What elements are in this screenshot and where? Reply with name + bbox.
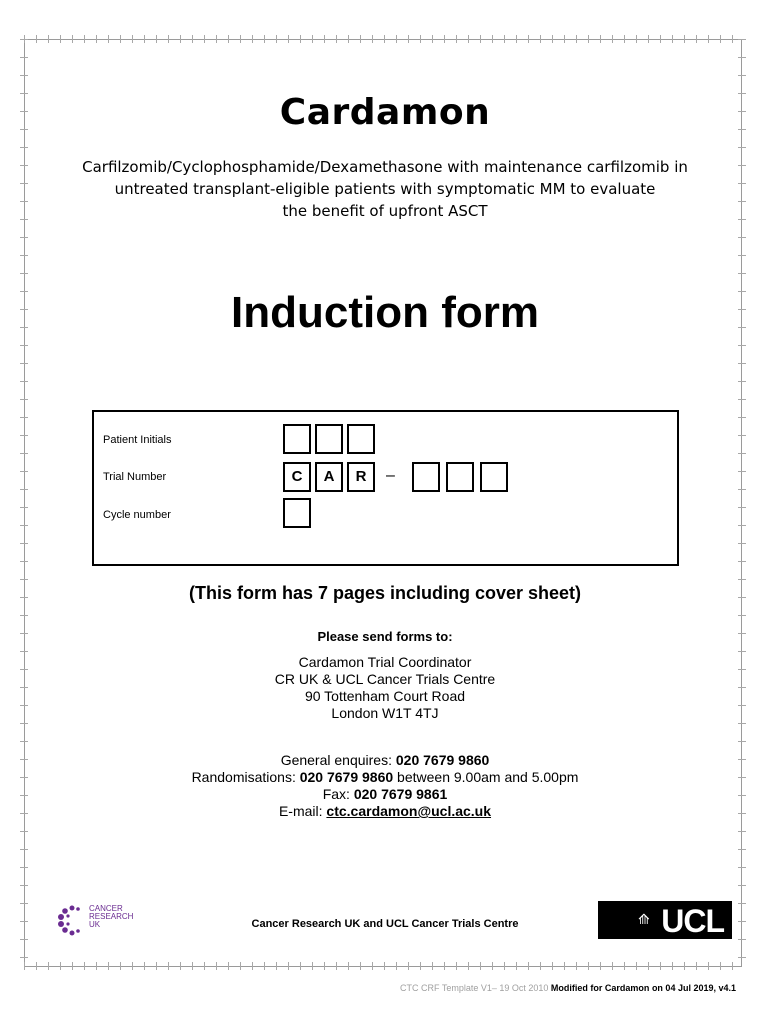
patient-initial-cell-2[interactable] — [315, 424, 343, 454]
template-trial-name: Cardamon — [604, 983, 650, 993]
trial-number-cell-2[interactable] — [446, 462, 474, 492]
trial-number-label: Trial Number — [103, 471, 167, 483]
template-version: CTC CRF Template V1– 19 Oct 2010 — [400, 983, 551, 993]
randomisations-phone: 020 7679 9860 — [299, 769, 394, 785]
randomisations — [0, 769, 770, 786]
trial-number-cell-3[interactable] — [480, 462, 508, 492]
form-title: Induction form — [231, 288, 539, 337]
cruk-logo-word: UK — [89, 920, 101, 929]
randomisations-hours: between 9.00am and 5.00pm — [393, 769, 579, 785]
ucl-logo — [598, 901, 732, 939]
trial-description-line: untreated transplant-eligible patients with symptomatic MM to evaluate — [114, 180, 656, 198]
email — [0, 803, 770, 820]
trial-description — [70, 156, 700, 222]
footer-organisation: Cancer Research UK and UCL Cancer Trials Centre — [251, 918, 519, 930]
fax-label: Fax: — [322, 786, 354, 802]
trial-description-line: the benefit of upfront ASCT — [282, 202, 488, 220]
general-enquiries-label: General enquires: — [280, 752, 396, 768]
general-enquiries-phone: 020 7679 9860 — [395, 752, 490, 768]
cruk-logo-word: CANCER — [89, 904, 123, 913]
bottom-ruler — [24, 962, 742, 970]
trial-prefix-cell-a: A — [315, 462, 343, 492]
patient-initial-cell-3[interactable] — [347, 424, 375, 454]
address-line: CR UK & UCL Cancer Trials Centre — [274, 671, 496, 687]
address-line: 90 Tottenham Court Road — [304, 688, 466, 704]
general-enquiries — [0, 752, 770, 769]
email-link[interactable]: ctc.cardamon@ucl.ac.uk — [326, 803, 492, 819]
cycle-number-label: Cycle number — [103, 509, 171, 521]
address-line: London W1T 4TJ — [331, 705, 439, 721]
trial-number-cell-1[interactable] — [412, 462, 440, 492]
trial-prefix-cell-r: R — [347, 462, 375, 492]
cruk-logo-word: RESEARCH — [89, 912, 134, 921]
document-title: Cardamon — [279, 92, 491, 133]
top-ruler — [24, 35, 742, 43]
patient-details-box — [92, 410, 679, 566]
patient-initial-cell-1[interactable] — [283, 424, 311, 454]
left-ruler — [20, 39, 28, 967]
send-forms-heading: Please send forms to: — [317, 629, 453, 644]
cycle-number-cell[interactable] — [283, 498, 311, 528]
template-date-version: on 04 Jul 2019, v4.1 — [649, 983, 736, 993]
template-modified-label: Modified for — [550, 983, 605, 993]
email-label: E-mail: — [278, 803, 327, 819]
address-line: Cardamon Trial Coordinator — [298, 654, 472, 670]
trial-prefix-cell-c: C — [283, 462, 311, 492]
patient-initials-label: Patient Initials — [103, 434, 172, 446]
ucl-portico-icon: ⟰ — [638, 911, 650, 927]
page-count-note: (This form has 7 pages including cover sheet) — [188, 583, 582, 603]
right-ruler — [738, 39, 746, 967]
ucl-logo-text: UCL — [661, 903, 724, 939]
trial-description-line: Carfilzomib/Cyclophosphamide/Dexamethasone with maintenance carfilzomib in — [82, 158, 688, 176]
fax — [0, 786, 770, 803]
trial-number-dash: – — [386, 467, 395, 484]
template-version-line — [400, 983, 736, 993]
fax-number: 020 7679 9861 — [353, 786, 448, 802]
randomisations-label: Randomisations: — [191, 769, 300, 785]
